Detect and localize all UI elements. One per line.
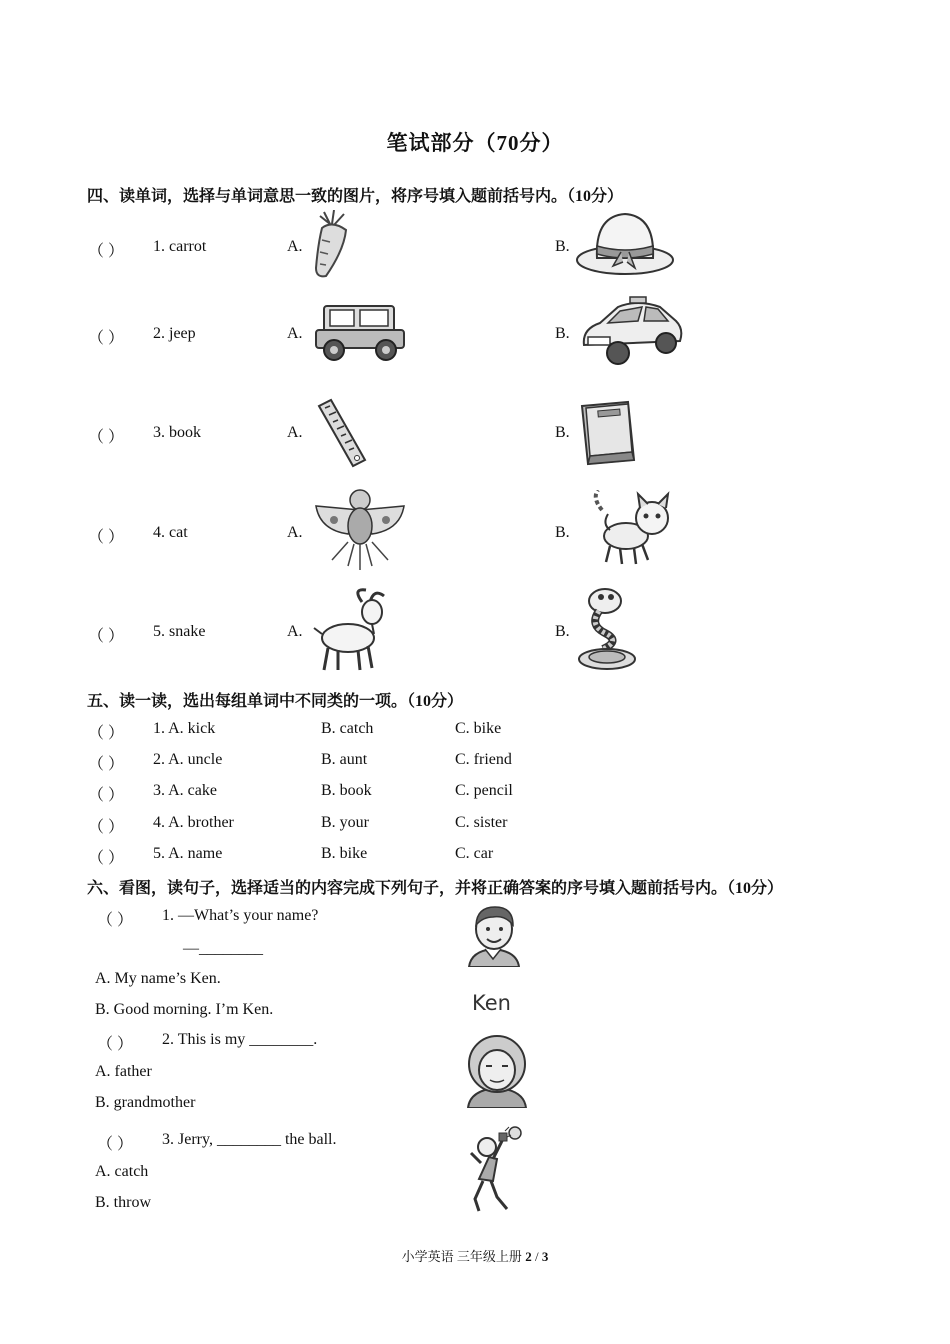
choice-a: 2. A. uncle	[153, 751, 223, 768]
answer-blank[interactable]: （ ）	[88, 243, 125, 260]
choice-a: 3. A. cake	[153, 782, 217, 799]
option-b: B. Good morning. I’m Ken.	[95, 1001, 274, 1018]
word: 3. book	[153, 424, 201, 441]
answer-blank[interactable]: （ ）	[88, 756, 125, 773]
answer-blank[interactable]: （ ）	[97, 912, 134, 929]
page-footer	[0, 1246, 950, 1265]
word: 4. cat	[153, 524, 188, 541]
option-a-label: A.	[287, 424, 303, 441]
option-b-label: B.	[555, 325, 570, 342]
answer-blank[interactable]: （ ）	[88, 850, 125, 867]
question-3: 3. Jerry, ________ the ball.	[162, 1131, 337, 1148]
option-a-label: A.	[287, 238, 303, 255]
choice-b: B. catch	[321, 720, 374, 737]
footer-subject: 小学英语 三年级上册	[401, 1249, 526, 1264]
question-1: 1. —What’s your name?	[162, 907, 319, 924]
answer-blank[interactable]: （ ）	[88, 819, 125, 836]
answer-blank[interactable]: （ ）	[97, 1136, 134, 1153]
option-a: A. My name’s Ken.	[95, 970, 221, 987]
name-label: Ken	[472, 991, 511, 1015]
word: 5. snake	[153, 623, 206, 640]
section-6-heading: 六、看图，读句子，选择适当的内容完成下列句子，并将正确答案的序号填入题前括号内。（10分）	[87, 880, 784, 897]
choice-a: 1. A. kick	[153, 720, 216, 737]
goat-icon	[312, 588, 392, 674]
choice-b: B. your	[321, 814, 369, 831]
snake-icon	[575, 585, 641, 673]
choice-b: B. book	[321, 782, 372, 799]
choice-c: C. bike	[455, 720, 502, 737]
choice-b: B. aunt	[321, 751, 368, 768]
option-b: B. grandmother	[95, 1094, 196, 1111]
option-a-label: A.	[287, 623, 303, 640]
option-b-label: B.	[555, 238, 570, 255]
choice-c: C. car	[455, 845, 494, 862]
option-a-label: A.	[287, 325, 303, 342]
word: 2. jeep	[153, 325, 196, 342]
option-b-label: B.	[555, 623, 570, 640]
boy-catching-icon	[465, 1125, 527, 1215]
page-title: 笔试部分（70分）	[386, 131, 564, 155]
option-b-label: B.	[555, 424, 570, 441]
answer-blank[interactable]: （ ）	[88, 787, 125, 804]
ruler-icon	[315, 396, 369, 470]
footer-page-number: 2	[525, 1249, 532, 1264]
hat-icon	[575, 210, 675, 278]
footer-page-total: 3	[541, 1249, 549, 1264]
footer-separator: /	[531, 1249, 542, 1264]
option-b-label: B.	[555, 524, 570, 541]
carrot-icon	[308, 210, 354, 280]
answer-blank[interactable]: （ ）	[88, 725, 125, 742]
choice-a: 4. A. brother	[153, 814, 234, 831]
car-icon	[578, 293, 686, 373]
answer-blank[interactable]: （ ）	[88, 330, 125, 347]
option-a: A. catch	[95, 1163, 149, 1180]
word: 1. carrot	[153, 238, 207, 255]
answer-blank[interactable]: （ ）	[88, 529, 125, 546]
boy-icon	[463, 903, 525, 967]
grandmother-icon	[464, 1034, 530, 1108]
choice-c: C. sister	[455, 814, 508, 831]
option-b: B. throw	[95, 1194, 151, 1211]
option-a-label: A.	[287, 524, 303, 541]
option-a: A. father	[95, 1063, 152, 1080]
section-4-heading: 四、读单词，选择与单词意思一致的图片，将序号填入题前括号内。（10分）	[87, 188, 624, 205]
choice-c: C. pencil	[455, 782, 513, 799]
answer-line: —________	[183, 940, 263, 957]
cat-icon	[590, 490, 684, 570]
answer-blank[interactable]: （ ）	[88, 628, 125, 645]
choice-b: B. bike	[321, 845, 368, 862]
choice-a: 5. A. name	[153, 845, 223, 862]
jeep-icon	[312, 300, 408, 364]
book-icon	[578, 398, 638, 468]
question-2: 2. This is my ________.	[162, 1031, 318, 1048]
answer-blank[interactable]: （ ）	[97, 1036, 134, 1053]
choice-c: C. friend	[455, 751, 512, 768]
section-5-heading: 五、读一读，选出每组单词中不同类的一项。（10分）	[87, 693, 464, 710]
kite-icon	[312, 486, 408, 576]
answer-blank[interactable]: （ ）	[88, 429, 125, 446]
